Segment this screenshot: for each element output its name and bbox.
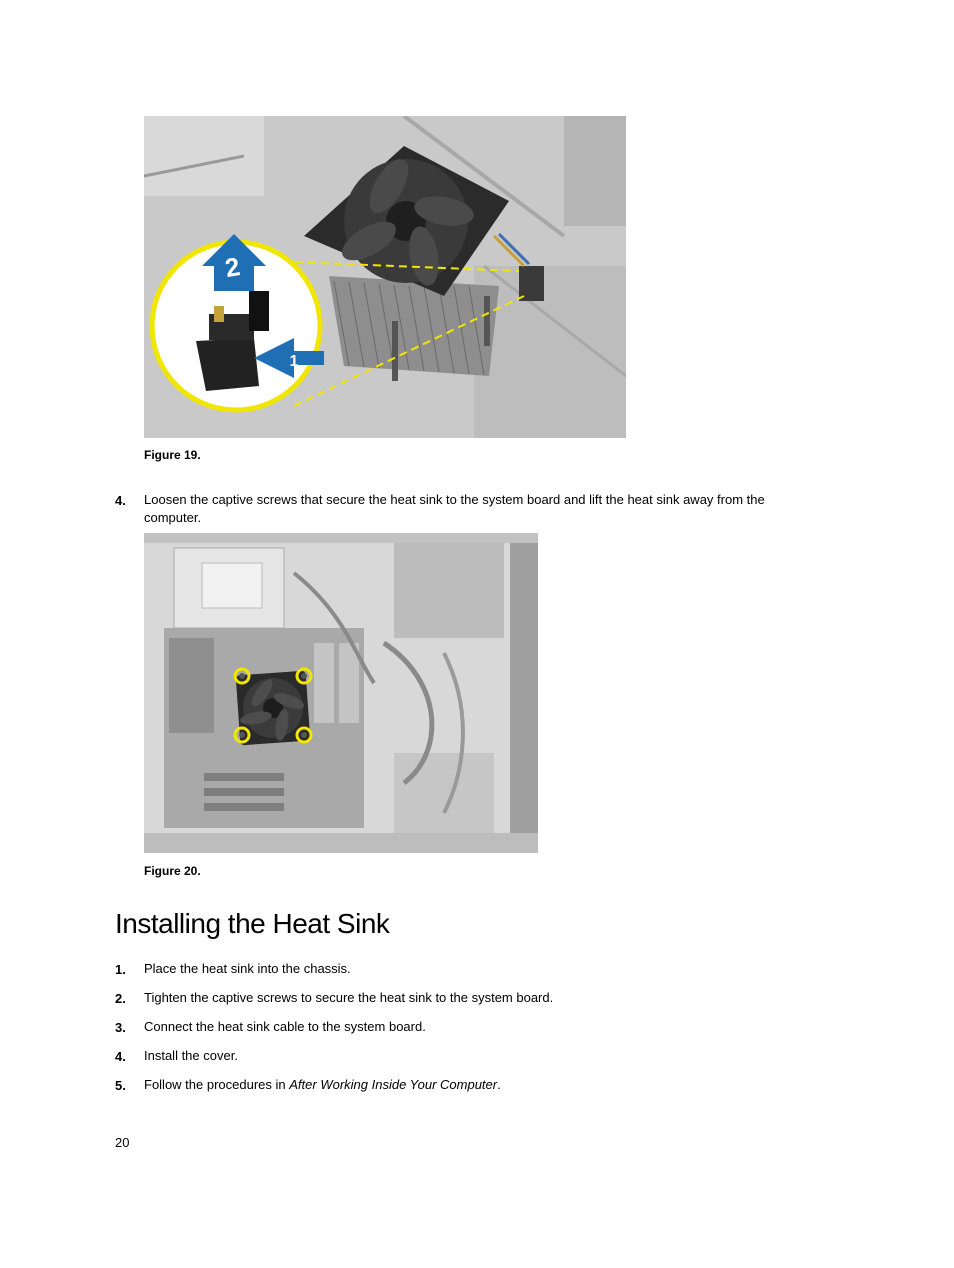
- step-number: 4.: [115, 1049, 126, 1064]
- heat-sink-fan-cable-illustration: [144, 116, 626, 438]
- step-number: 5.: [115, 1078, 126, 1093]
- step-text: Connect the heat sink cable to the system board.: [144, 1019, 426, 1034]
- step-text: Tighten the captive screws to secure the heat sink to the system board.: [144, 990, 554, 1005]
- chassis-heat-sink-screws-illustration: [144, 533, 538, 853]
- step-number: 3.: [115, 1020, 126, 1035]
- step-number: 1.: [115, 962, 126, 977]
- step-number: 4.: [115, 493, 126, 508]
- callout-1: 1: [289, 353, 299, 370]
- callout-2: 2: [222, 251, 243, 284]
- step-text: Place the heat sink into the chassis.: [144, 961, 351, 976]
- section-title: Installing the Heat Sink: [115, 908, 390, 939]
- figure-19-caption: Figure 19.: [144, 448, 201, 462]
- step-text-before: Follow the procedures in: [144, 1077, 290, 1092]
- step-text: [144, 1076, 784, 1094]
- step-text: Install the cover.: [144, 1048, 238, 1063]
- figure-19-image: [144, 116, 626, 438]
- page-number: 20: [115, 1135, 130, 1150]
- after-working-inside-link[interactable]: After Working Inside Your Computer: [289, 1077, 498, 1092]
- step-text: Loosen the captive screws that secure the heat sink to the system board and lift the heat sink away from the computer.: [144, 492, 765, 525]
- step-text-after: .: [497, 1077, 501, 1092]
- figure-20-caption: Figure 20.: [144, 864, 201, 878]
- figure-20-image: [144, 533, 538, 853]
- step-number: 2.: [115, 991, 126, 1006]
